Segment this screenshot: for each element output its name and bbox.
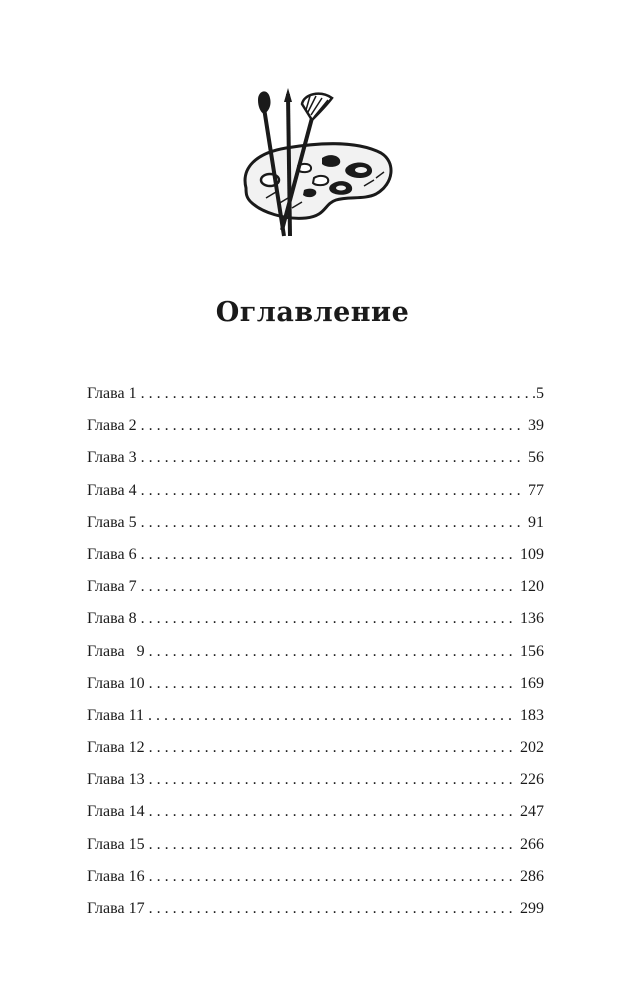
toc-entry[interactable] xyxy=(87,507,544,539)
toc-entry[interactable] xyxy=(87,410,544,442)
toc-chapter-label: Глава 4 xyxy=(87,481,137,499)
toc-dot-leader xyxy=(149,829,516,861)
toc-dot-leader xyxy=(149,796,516,828)
toc-page-number: 247 xyxy=(520,803,544,821)
toc-chapter-label: Глава 13 xyxy=(87,771,145,789)
toc-dot-leader xyxy=(141,410,524,442)
table-of-contents xyxy=(87,378,544,925)
toc-entry[interactable] xyxy=(87,571,544,603)
toc-page-number: 286 xyxy=(520,867,544,885)
toc-entry[interactable] xyxy=(87,861,544,893)
toc-page-number: 77 xyxy=(528,481,544,499)
toc-dot-leader xyxy=(149,636,516,668)
toc-page-number: 109 xyxy=(520,545,544,563)
toc-page-number: 169 xyxy=(520,674,544,692)
toc-chapter-label: Глава 3 xyxy=(87,449,137,467)
toc-dot-leader xyxy=(141,475,524,507)
toc-dot-leader xyxy=(141,539,516,571)
toc-dot-leader xyxy=(141,378,528,410)
toc-entry[interactable] xyxy=(87,603,544,635)
toc-chapter-label: Глава 17 xyxy=(87,900,145,917)
toc-page-number: 56 xyxy=(528,449,544,467)
toc-entry[interactable] xyxy=(87,636,544,668)
toc-entry[interactable] xyxy=(87,378,544,410)
toc-dot-leader xyxy=(141,571,516,603)
toc-page-number: 266 xyxy=(520,835,544,853)
toc-entry[interactable] xyxy=(87,475,544,507)
toc-entry[interactable] xyxy=(87,539,544,571)
toc-chapter-label: Глава 8 xyxy=(87,610,137,628)
toc-page-number: 183 xyxy=(520,706,544,724)
toc-page-number: 91 xyxy=(528,513,544,531)
toc-page-number: 202 xyxy=(520,739,544,757)
toc-entry[interactable] xyxy=(87,442,544,474)
toc-page-number: 226 xyxy=(520,771,544,789)
toc-entry[interactable] xyxy=(87,829,544,861)
toc-entry[interactable] xyxy=(87,732,544,764)
toc-dot-leader xyxy=(149,861,516,893)
toc-page-number: .5 xyxy=(532,385,544,402)
toc-page-number: 39 xyxy=(528,417,544,435)
toc-chapter-label: Глава 12 xyxy=(87,739,145,757)
toc-chapter-label: Глава 11 xyxy=(87,706,144,724)
toc-entry[interactable] xyxy=(87,764,544,796)
toc-dot-leader xyxy=(149,764,516,796)
toc-dot-leader xyxy=(148,700,516,732)
toc-chapter-label: Глава 6 xyxy=(87,545,137,563)
toc-dot-leader xyxy=(149,668,516,700)
toc-chapter-label: Глава 5 xyxy=(87,513,137,531)
toc-chapter-label: Глава 1 xyxy=(87,385,137,402)
toc-entry[interactable] xyxy=(87,893,544,925)
toc-entry[interactable] xyxy=(87,668,544,700)
toc-dot-leader xyxy=(141,507,524,539)
toc-entry[interactable] xyxy=(87,700,544,732)
toc-chapter-label: Глава 7 xyxy=(87,578,137,596)
toc-dot-leader xyxy=(149,732,516,764)
toc-page-number: 299 xyxy=(520,900,544,917)
toc-dot-leader xyxy=(149,893,516,925)
toc-chapter-label: Глава 14 xyxy=(87,803,145,821)
toc-page-number: 136 xyxy=(520,610,544,628)
toc-dot-leader xyxy=(141,442,524,474)
paint-palette-with-brushes-icon xyxy=(236,88,396,240)
toc-page-number: 156 xyxy=(520,642,544,660)
toc-page-number: 120 xyxy=(520,578,544,596)
toc-dot-leader xyxy=(141,603,516,635)
toc-chapter-label: Глава 10 xyxy=(87,674,145,692)
page-title: Оглавление xyxy=(215,297,410,328)
toc-chapter-label: Глава 9 xyxy=(87,642,145,660)
toc-chapter-label: Глава 15 xyxy=(87,835,145,853)
toc-chapter-label: Глава 2 xyxy=(87,417,137,435)
toc-chapter-label: Глава 16 xyxy=(87,867,145,885)
toc-entry[interactable] xyxy=(87,796,544,828)
